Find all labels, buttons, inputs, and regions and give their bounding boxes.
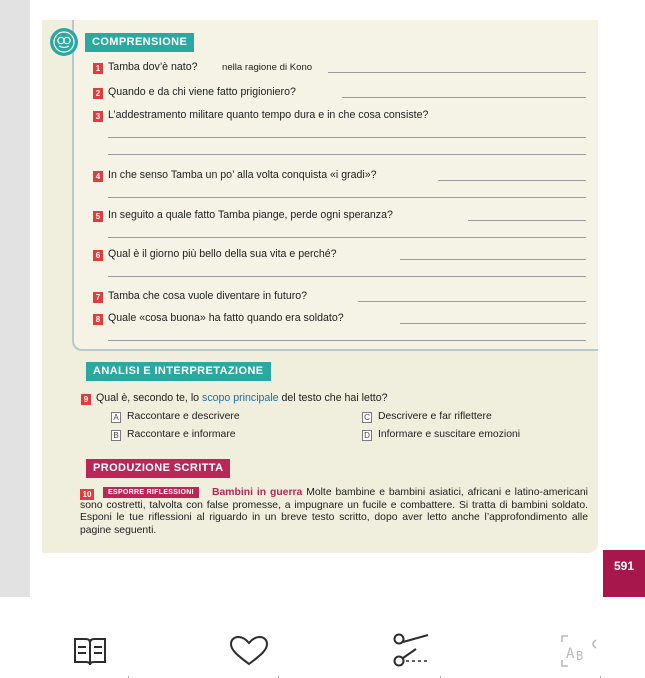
svg-text:A: A <box>566 646 575 662</box>
question-text: In seguito a quale fatto Tamba piange, perde ogni speranza? <box>108 209 393 221</box>
book-icon[interactable] <box>72 633 108 669</box>
question-text: Qual è, secondo te, lo scopo principale del testo che hai letto? <box>96 392 388 404</box>
answer-line[interactable] <box>108 137 586 138</box>
question-text: Tamba dov’è nato? <box>108 61 198 73</box>
answer-line[interactable] <box>400 259 586 260</box>
question-number: 9 <box>81 394 91 405</box>
answer-line[interactable] <box>108 340 586 341</box>
heart-icon[interactable] <box>227 633 271 669</box>
page-gutter <box>0 0 30 597</box>
produzione-title: PRODUZIONE SCRITTA <box>86 459 230 478</box>
question-text: L’addestramento militare quanto tempo dura e in che cosa consiste? <box>108 109 429 121</box>
comprehension-section-icon <box>50 28 78 56</box>
question-text: Qual è il giorno più bello della sua vita e perché? <box>108 248 337 260</box>
question-number: 1 <box>93 63 103 74</box>
option-text: Descrivere e far riflettere <box>378 411 492 422</box>
option-checkbox-c[interactable]: C <box>362 412 372 423</box>
answer-line[interactable] <box>108 237 586 238</box>
question-number: 6 <box>93 250 103 261</box>
answer-line[interactable] <box>468 220 586 221</box>
question-number: 8 <box>93 314 103 325</box>
question-number: 2 <box>93 88 103 99</box>
option-text: Informare e suscitare emozioni <box>378 429 521 440</box>
scissors-icon[interactable] <box>392 633 432 669</box>
answer-line[interactable] <box>108 276 586 277</box>
option-checkbox-a[interactable]: A <box>111 412 121 423</box>
answer-line[interactable] <box>328 72 586 73</box>
question-text: Quale «cosa buona» ha fatto quando era soldato? <box>108 312 344 324</box>
page-number: 591 <box>603 550 645 597</box>
answer-line[interactable] <box>438 180 586 181</box>
esporre-riflessioni-tag: ESPORRE RIFLESSIONI <box>103 487 199 498</box>
option-checkbox-d[interactable]: D <box>362 430 372 441</box>
handwritten-answer[interactable]: nella ragione di Kono <box>222 62 313 73</box>
question-text: In che senso Tamba un po’ alla volta conquista «i gradi»? <box>108 169 377 181</box>
question-highlight: scopo principale <box>202 392 279 404</box>
question-number: 5 <box>93 211 103 222</box>
option-text: Raccontare e descrivere <box>127 411 240 422</box>
produzione-heading: Bambini in guerra <box>212 487 303 498</box>
answer-line[interactable] <box>108 197 586 198</box>
question-number: 3 <box>93 111 103 122</box>
question-number: 10 <box>80 489 94 500</box>
produzione-text: Bambini in guerra Molte bambine e bambini asiatici, africani e latino-americani sono costretti, talvolta con false promesse, a impugnare un fucile e combattere. Si tratta di bambini soldato. Esponi le tue riflessioni al riguardo in un breve testo scritto, dopo aver letto anche l’approfondimento alle pagine seguenti. <box>80 487 588 536</box>
answer-line[interactable] <box>358 301 586 302</box>
svg-text:B: B <box>576 649 584 663</box>
comprensione-title: COMPRENSIONE <box>85 33 194 52</box>
analisi-title: ANALISI E INTERPRETAZIONE <box>86 362 271 381</box>
answer-line[interactable] <box>342 97 586 98</box>
question-number: 4 <box>93 171 103 182</box>
question-text: Quando e da chi viene fatto prigioniero? <box>108 86 296 98</box>
option-checkbox-b[interactable]: B <box>111 430 121 441</box>
text-recognition-icon[interactable] <box>560 633 604 669</box>
answer-line[interactable] <box>108 154 586 155</box>
question-number: 7 <box>93 292 103 303</box>
question-text: Tamba che cosa vuole diventare in futuro? <box>108 290 308 302</box>
option-text: Raccontare e informare <box>127 429 236 440</box>
answer-line[interactable] <box>400 323 586 324</box>
